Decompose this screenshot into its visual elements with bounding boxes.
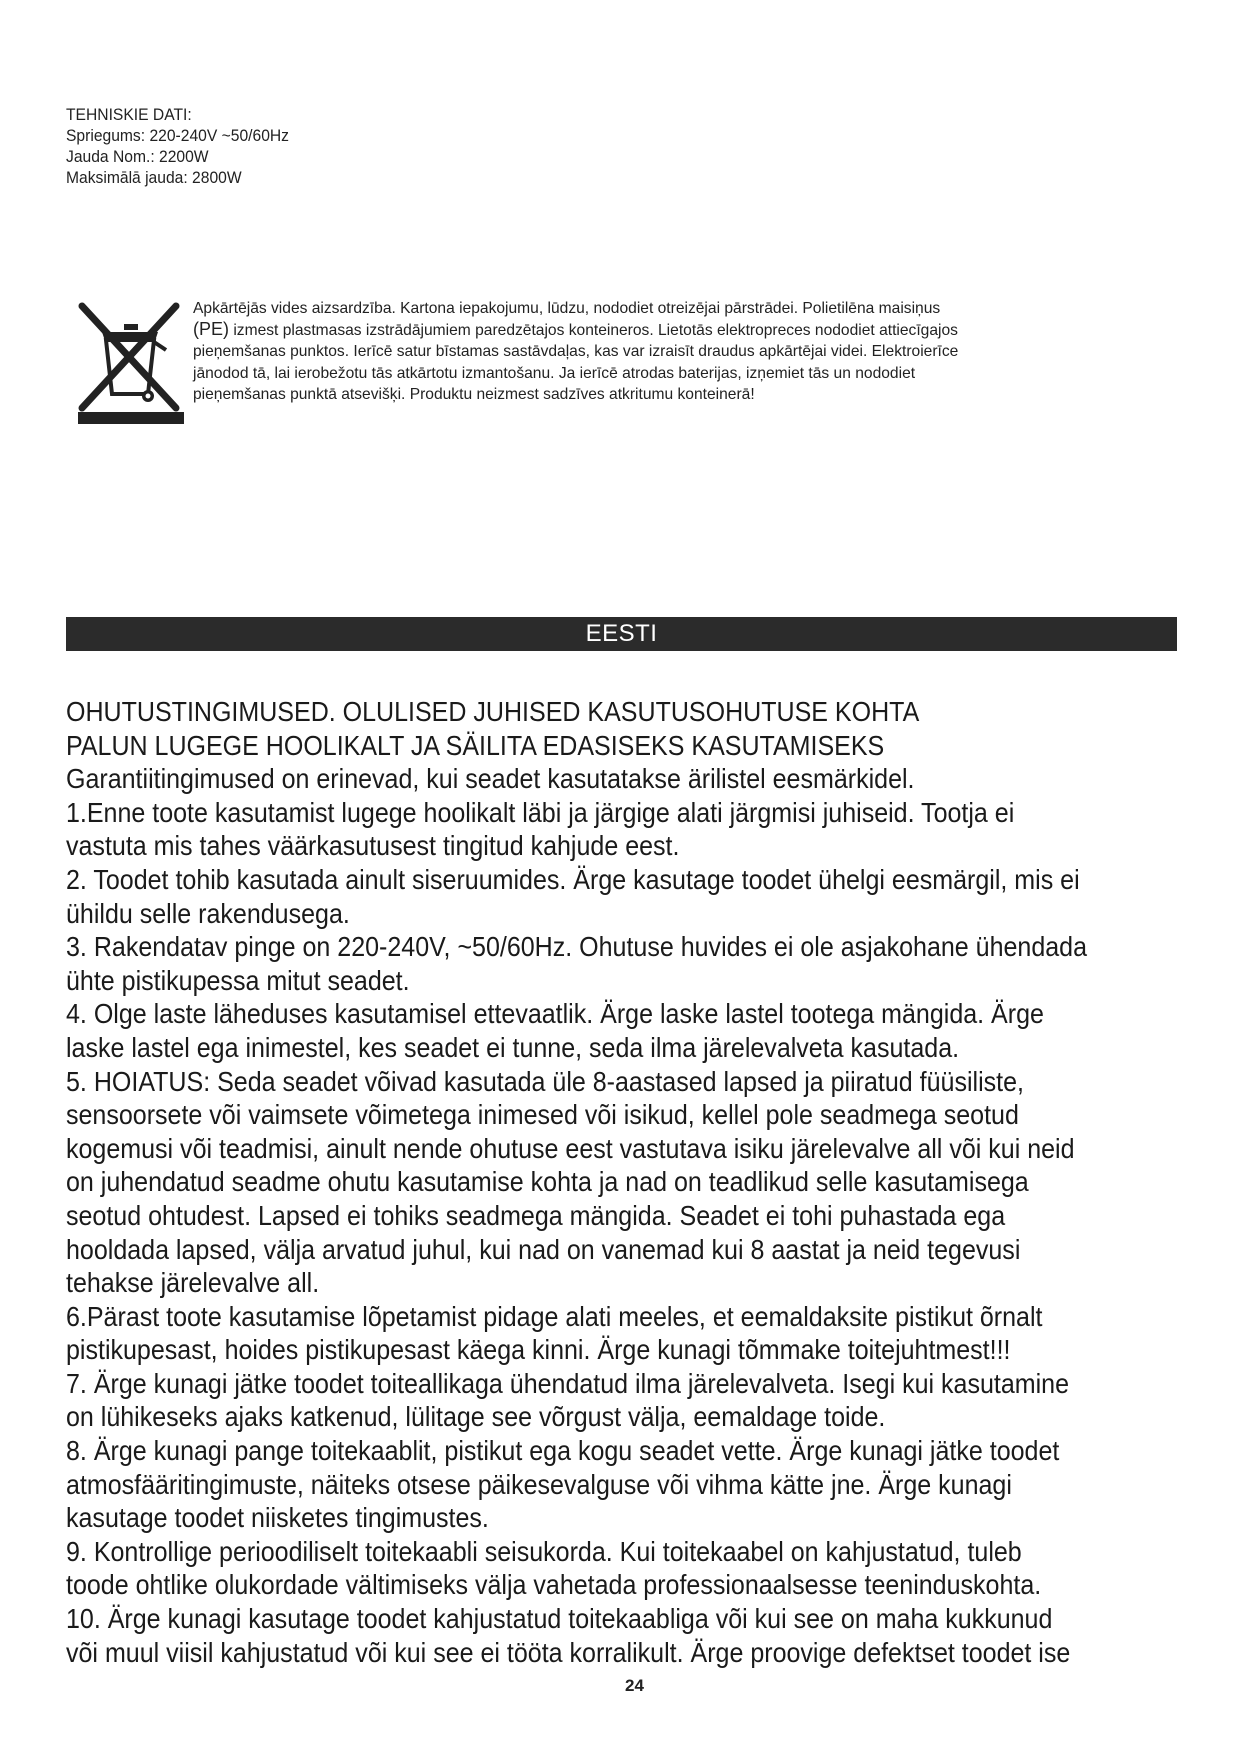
text-line: pistikupesast, hoides pistikupesast käega kinni. Ärge kunagi tõmmake toitejuhtmest!!! bbox=[66, 1334, 1011, 1366]
text-line: hooldada lapsed, välja arvatud juhul, kui nad on vanemad kui 8 aastat ja neid tegevusi bbox=[66, 1233, 1021, 1265]
text-line: laske lastel ega inimestel, kes seadet ei tunne, seda ilma järelevalveta kasutada. bbox=[66, 1031, 960, 1063]
text-line: 3. Rakendatav pinge on 220-240V, ~50/60Hz. Ohutuse huvides ei ole asjakohane ühendada bbox=[66, 931, 1088, 963]
heading-line: OHUTUSTINGIMUSED. OLULISED JUHISED KASUTUSOHUTUSE KOHTA bbox=[66, 696, 920, 727]
text-line: on juhendatud seadme ohutu kasutamise kohta ja nad on teadlikud selle kasutamisega bbox=[66, 1166, 1029, 1198]
text-line: kogemusi või teadmisi, ainult nende ohutuse eest vastutava isiku järelevalve all või kui neid bbox=[66, 1132, 1075, 1164]
environment-notice-text bbox=[193, 298, 1183, 405]
heading-line: PALUN LUGEGE HOOLIKALT JA SÄILITA EDASISEKS KASUTAMISEKS bbox=[66, 729, 885, 761]
pe-abbreviation: (PE) bbox=[193, 319, 229, 340]
text-line: on lühikeseks ajaks katkenud, lülitage see võrgust välja, eemaldage toide. bbox=[66, 1401, 886, 1433]
environment-notice-line: pieņemšanas punktā atsevišķi. Produktu neizmest sadzīves atkritumu konteinerā! bbox=[193, 385, 755, 403]
safety-instructions bbox=[66, 695, 1122, 1669]
text-line: 4. Olge laste läheduses kasutamisel ettevaatlik. Ärge laske lastel tootega mängida. Ärge bbox=[66, 998, 1044, 1030]
text-line: sensoorsete või vaimsete võimetega inimesed või isikud, kellel pole seadmega seotud bbox=[66, 1099, 1019, 1131]
text-line: 10. Ärge kunagi kasutage toodet kahjustatud toitekaabliga või kui see on maha kukkunud bbox=[66, 1603, 1053, 1635]
text-line: 5. HOIATUS: Seda seadet võivad kasutada üle 8-aastased lapsed ja piiratud füüsiliste, bbox=[66, 1065, 1024, 1097]
language-section-header: EESTI bbox=[66, 617, 1177, 651]
text-line: ühte pistikupessa mitut seadet. bbox=[66, 964, 410, 996]
text-line: tehakse järelevalve all. bbox=[66, 1267, 320, 1299]
environment-notice-line: jānodod tā, lai ierobežotu tās atkārtotu izmantošanu. Ja ierīcē atrodas baterijas, izņemiet tās un nododiet bbox=[193, 364, 916, 382]
text-line: atmosfääritingimuste, näiteks otsese päikesevalguse või vihma kätte jne. Ärge kunagi bbox=[66, 1468, 1012, 1500]
technical-data-max-power: Maksimālā jauda: 2800W bbox=[66, 168, 242, 187]
environment-notice-line bbox=[193, 319, 1183, 341]
technical-data-voltage: Spriegums: 220-240V ~50/60Hz bbox=[66, 126, 290, 145]
text-line: kasutage toodet niisketes tingimustes. bbox=[66, 1502, 489, 1534]
environment-notice-line: Apkārtējās vides aizsardzība. Kartona iepakojumu, lūdzu, nododiet otreizējai pārstrādei. Polietilēna maisiņus bbox=[193, 300, 941, 317]
environment-notice-line: pieņemšanas punktos. Ierīcē satur bīstamas sastāvdaļas, kas var izraisīt draudus apkārtējai videi. Elektroierīce bbox=[193, 343, 959, 361]
text-line: või muul viisil kahjustatud või kui see ei tööta korralikult. Ärge proovige defektset toodet ise bbox=[66, 1636, 1071, 1668]
technical-data-title: TEHNISKIE DATI: bbox=[66, 105, 192, 124]
text-line: 8. Ärge kunagi pange toitekaablit, pistikut ega kogu seadet vette. Ärge kunagi jätke toodet bbox=[66, 1435, 1060, 1467]
text-line: Garantiitingimused on erinevad, kui seadet kasutatakse ärilistel eesmärkidel. bbox=[66, 763, 915, 795]
text-line: vastuta mis tahes väärkasutusest tingitud kahjude eest. bbox=[66, 830, 680, 862]
text-line: 7. Ärge kunagi jätke toodet toiteallikaga ühendatud ilma järelevalveta. Isegi kui kasutamine bbox=[66, 1367, 1070, 1399]
text-line: 2. Toodet tohib kasutada ainult siseruumides. Ärge kasutage toodet ühelgi eesmärgil, mis ei bbox=[66, 863, 1080, 895]
text-line: 9. Kontrollige perioodiliselt toitekaabli seisukorda. Kui toitekaabel on kahjustatud, tuleb bbox=[66, 1535, 1022, 1567]
text-line: 1.Enne toote kasutamist lugege hoolikalt läbi ja järgige alati järgmisi juhiseid. Tootja ei bbox=[66, 796, 1015, 828]
page-number: 24 bbox=[625, 1676, 644, 1695]
technical-data-nominal-power: Jauda Nom.: 2200W bbox=[66, 147, 209, 166]
technical-data-block bbox=[66, 104, 289, 188]
text-line: ühildu selle rakendusega. bbox=[66, 897, 350, 929]
text-line: toode ohtlike olukordade vältimiseks välja vahetada professionaalsesse teeninduskohta. bbox=[66, 1569, 1042, 1601]
text-line: 6.Pärast toote kasutamise lõpetamist pidage alati meeles, et eemaldaksite pistikut õrnalt bbox=[66, 1300, 1043, 1332]
crossed-out-wheelie-bin-icon bbox=[72, 298, 190, 424]
text-line: seotud ohtudest. Lapsed ei tohiks seadmega mängida. Seadet ei tohi puhastada ega bbox=[66, 1199, 1006, 1231]
environment-notice-line-rest: izmest plastmasas izstrādājumiem paredzētajos konteineros. Lietotās elektropreces nododiet attiecīgajos bbox=[229, 322, 958, 340]
